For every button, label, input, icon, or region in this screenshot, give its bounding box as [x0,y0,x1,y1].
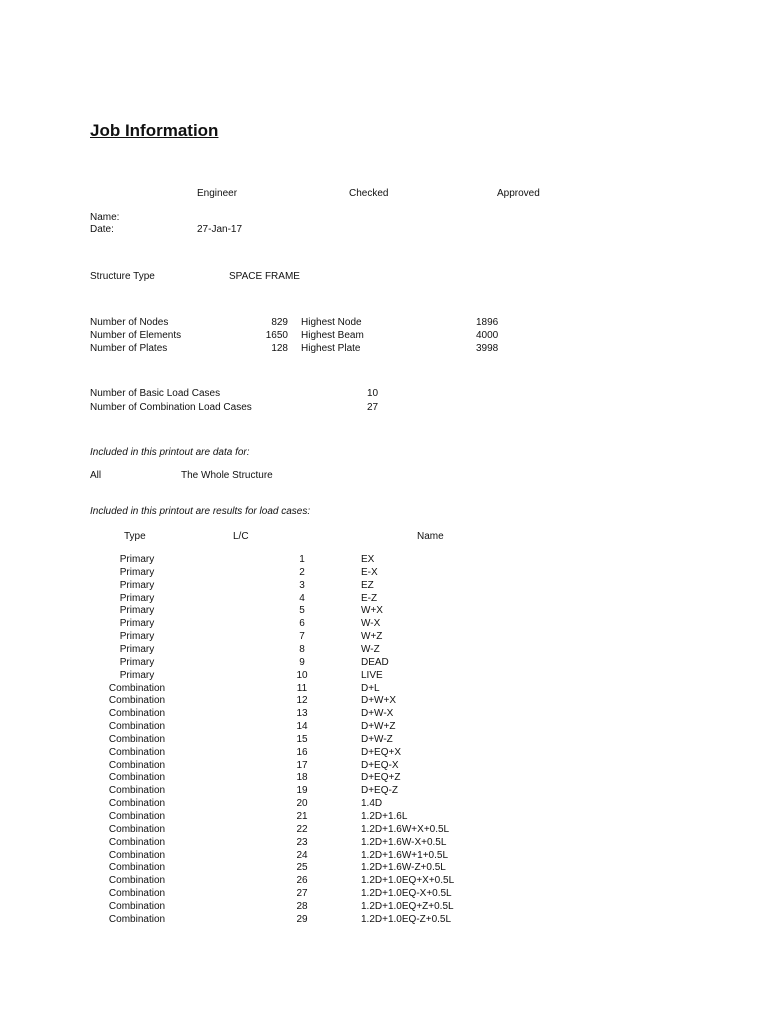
checked-header: Checked [349,188,389,199]
table-row [61,901,561,913]
load-case-type: Primary [119,566,155,578]
load-case-type: Combination [108,695,166,707]
highest-beam-label: Highest Beam [301,330,364,341]
load-case-number: 8 [299,643,305,655]
included-results-heading: Included in this printout are results for load cases: [90,506,311,517]
load-case-type: Combination [108,913,166,925]
load-case-number: 29 [296,913,308,925]
table-row [61,670,561,682]
load-case-type: Primary [119,554,155,565]
table-row [61,837,561,849]
load-case-type: Primary [119,669,155,681]
load-case-number: 3 [299,579,305,591]
highest-plate-value: 3998 [476,343,499,354]
load-case-number: 12 [296,695,308,707]
load-case-type: Combination [108,682,166,694]
table-row [61,914,561,926]
load-case-name: E-Z [361,592,378,604]
load-case-number: 26 [296,875,308,887]
scope-label: All [90,470,102,481]
plates-label: Number of Plates [90,343,168,354]
structure-type-value: SPACE FRAME [229,271,300,282]
load-case-name: W+X [361,605,383,617]
load-case-number: 20 [296,798,308,810]
load-case-type: Combination [108,708,166,720]
load-case-type: Combination [108,836,166,848]
load-case-name: D+EQ-Z [361,785,398,797]
load-case-name: 1.2D+1.6L [361,811,408,822]
load-case-name: 1.2D+1.0EQ-X+0.5L [361,888,452,900]
highest-node-value: 1896 [476,317,499,328]
load-case-number: 19 [296,785,308,797]
table-row [61,593,561,605]
table-row [61,875,561,887]
date-label: Date: [90,224,114,235]
table-row [61,605,561,617]
load-case-table [61,554,561,934]
load-case-type: Combination [108,746,166,758]
load-case-type: Combination [108,759,166,771]
load-case-number: 1 [299,554,305,565]
table-row [61,850,561,862]
load-case-type: Combination [108,900,166,912]
table-row [61,554,561,566]
load-case-number: 16 [296,746,308,758]
load-case-number: 13 [296,708,308,720]
approved-header: Approved [497,188,540,199]
load-case-type: Combination [108,811,166,822]
table-row [61,708,561,720]
load-case-type: Primary [119,579,155,591]
table-row [61,760,561,772]
load-case-number: 25 [296,862,308,874]
load-case-number: 10 [296,669,308,681]
load-case-number: 21 [296,811,308,822]
load-case-type: Combination [108,721,166,733]
load-case-number: 7 [299,631,305,643]
load-case-number: 17 [296,759,308,771]
load-case-name: 1.2D+1.0EQ+X+0.5L [361,875,455,887]
load-case-name: 1.2D+1.6W-X+0.5L [361,836,447,848]
load-case-number: 6 [299,618,305,630]
load-case-name: 1.2D+1.0EQ+Z+0.5L [361,900,454,912]
load-case-number: 18 [296,772,308,784]
date-value: 27-Jan-17 [197,224,243,235]
load-case-name: D+W+X [361,695,397,707]
load-case-type: Combination [108,823,166,835]
table-row [61,567,561,579]
name-label: Name: [90,212,120,223]
plates-value: 128 [271,343,288,354]
scope-description: The Whole Structure [181,470,273,481]
load-case-name: DEAD [361,656,389,668]
load-case-type: Combination [108,733,166,745]
load-case-name: D+EQ+Z [361,772,401,784]
load-case-type: Primary [119,592,155,604]
load-case-name: LIVE [361,669,383,681]
load-case-type: Primary [119,618,155,630]
structure-type-label: Structure Type [90,271,155,282]
load-case-number: 9 [299,656,305,668]
table-row [61,631,561,643]
load-case-type: Primary [119,643,155,655]
table-row [61,683,561,695]
table-row [61,580,561,592]
load-case-number: 14 [296,721,308,733]
table-row [61,772,561,784]
highest-plate-label: Highest Plate [301,343,361,354]
elements-value: 1650 [265,330,288,341]
table-row [61,747,561,759]
load-case-name: D+W+Z [361,721,396,733]
table-row [61,798,561,810]
load-case-name: EX [361,554,375,565]
table-row [61,862,561,874]
combination-load-cases-label: Number of Combination Load Cases [90,402,252,413]
load-case-type: Combination [108,888,166,900]
table-row [61,811,561,823]
load-case-type: Combination [108,849,166,861]
load-case-type: Combination [108,862,166,874]
combination-load-cases-value: 27 [367,402,379,413]
load-case-name: D+EQ+X [361,746,402,758]
load-case-number: 15 [296,733,308,745]
table-row [61,644,561,656]
table-row [61,657,561,669]
load-case-number: 4 [299,592,305,604]
load-case-name: W-Z [361,643,380,655]
load-case-name: D+W-Z [361,733,393,745]
basic-load-cases-label: Number of Basic Load Cases [90,388,221,399]
load-case-type: Primary [119,656,155,668]
load-case-name: W+Z [361,631,383,643]
basic-load-cases-value: 10 [367,388,379,399]
table-row [61,734,561,746]
table-row [61,721,561,733]
load-case-name: 1.2D+1.0EQ-Z+0.5L [361,913,452,925]
load-case-type: Combination [108,798,166,810]
load-case-name: D+EQ-X [361,759,399,771]
load-case-name: D+W-X [361,708,394,720]
load-case-type: Combination [108,785,166,797]
load-case-number: 22 [296,823,308,835]
load-case-name: W-X [361,618,381,630]
page-title: Job Information [90,121,219,140]
load-case-type: Combination [108,875,166,887]
nodes-label: Number of Nodes [90,317,169,328]
load-case-name: 1.2D+1.6W+1+0.5L [361,849,449,861]
load-case-name: EZ [361,579,374,591]
highest-node-label: Highest Node [301,317,362,328]
highest-beam-value: 4000 [476,330,499,341]
load-case-number: 28 [296,900,308,912]
lc-column-header: L/C [233,531,249,542]
load-case-name: D+L [361,682,380,694]
load-case-number: 27 [296,888,308,900]
elements-label: Number of Elements [90,330,182,341]
table-row [61,888,561,900]
table-row [61,785,561,797]
table-row [61,824,561,836]
load-case-type: Primary [119,605,155,617]
load-case-number: 5 [299,605,305,617]
load-case-name: 1.2D+1.6W+X+0.5L [361,823,450,835]
load-case-type: Primary [119,631,155,643]
included-data-heading: Included in this printout are data for: [90,447,250,458]
load-case-type: Combination [108,772,166,784]
load-case-name: 1.4D [361,798,383,810]
load-case-name: 1.2D+1.6W-Z+0.5L [361,862,446,874]
type-column-header: Type [124,531,146,542]
engineer-header: Engineer [197,188,238,199]
table-row [61,618,561,630]
load-case-number: 24 [296,849,308,861]
load-case-number: 11 [296,682,308,694]
nodes-value: 829 [271,317,288,328]
load-case-number: 2 [299,566,305,578]
name-column-header: Name [417,531,444,542]
load-case-number: 23 [296,836,308,848]
load-case-name: E-X [361,566,378,578]
table-row [61,695,561,707]
